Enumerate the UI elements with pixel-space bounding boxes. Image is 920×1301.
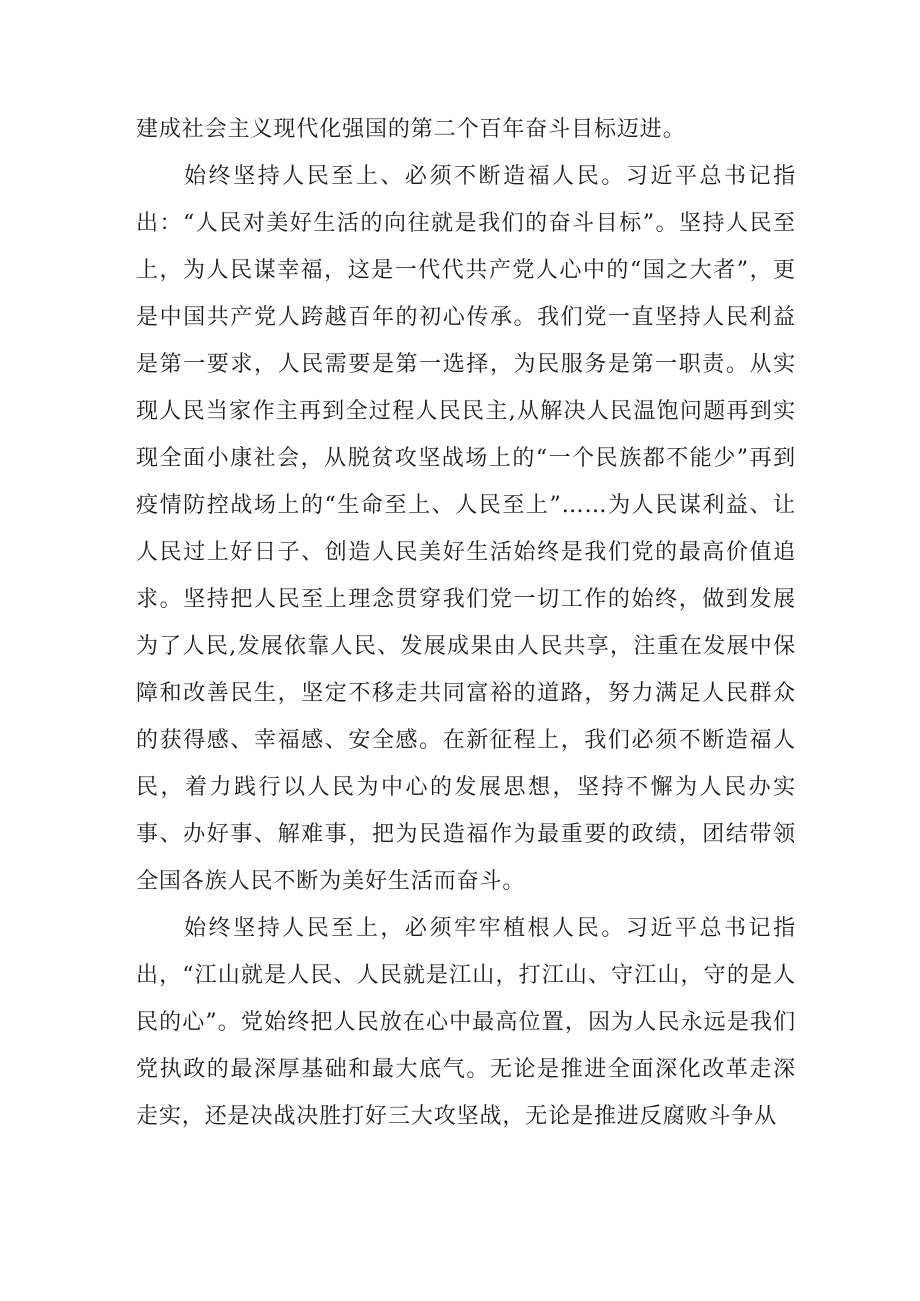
paragraph-continuation: 建成社会主义现代化强国的第二个百年奋斗目标迈进。 bbox=[136, 117, 686, 142]
document-body bbox=[136, 106, 796, 1140]
paragraph-serve-people: 始终坚持人民至上、必须不断造福人民。习近平总书记指出：“人民对美好生活的向往就是我们的奋斗目标”。坚持人民至上，为人民谋幸福，这是一代代共产党人心中的“国之大者”，更是中国共产党人跨越百年的初心传承。我们党一直坚持人民利益是第一要求，人民需要是第一选择，为民服务是第一职责。从实现人民当家作主再到全过程人民民主,从解决人民温饱问题再到实现全面小康社会，从脱贫攻坚战场上的“一个民族都不能少”再到疫情防控战场上的“生命至上、人民至上”……为人民谋利益、让人民过上好日子、创造人民美好生活始终是我们党的最高价值追求。坚持把人民至上理念贯穿我们党一切工作的始终，做到发展为了人民,发展依靠人民、发展成果由人民共享，注重在发展中保障和改善民生，坚定不移走共同富裕的道路，努力满足人民群众的获得感、幸福感、安全感。在新征程上，我们必须不断造福人民，着力践行以人民为中心的发展思想，坚持不懈为人民办实事、办好事、解难事，把为民造福作为最重要的政绩，团结带领全国各族人民不断为美好生活而奋斗。 bbox=[136, 164, 796, 894]
paragraph-root-in-people: 始终坚持人民至上，必须牢牢植根人民。习近平总书记指出，“江山就是人民、人民就是江山，打江山、守江山，守的是人民的心”。党始终把人民放在心中最高位置，因为人民永远是我们党执政的最深厚基础和最大底气。无论是推进全面深化改革走深走实，还是决战决胜打好三大攻坚战，无论是推进反腐败斗争从 bbox=[136, 916, 796, 1129]
